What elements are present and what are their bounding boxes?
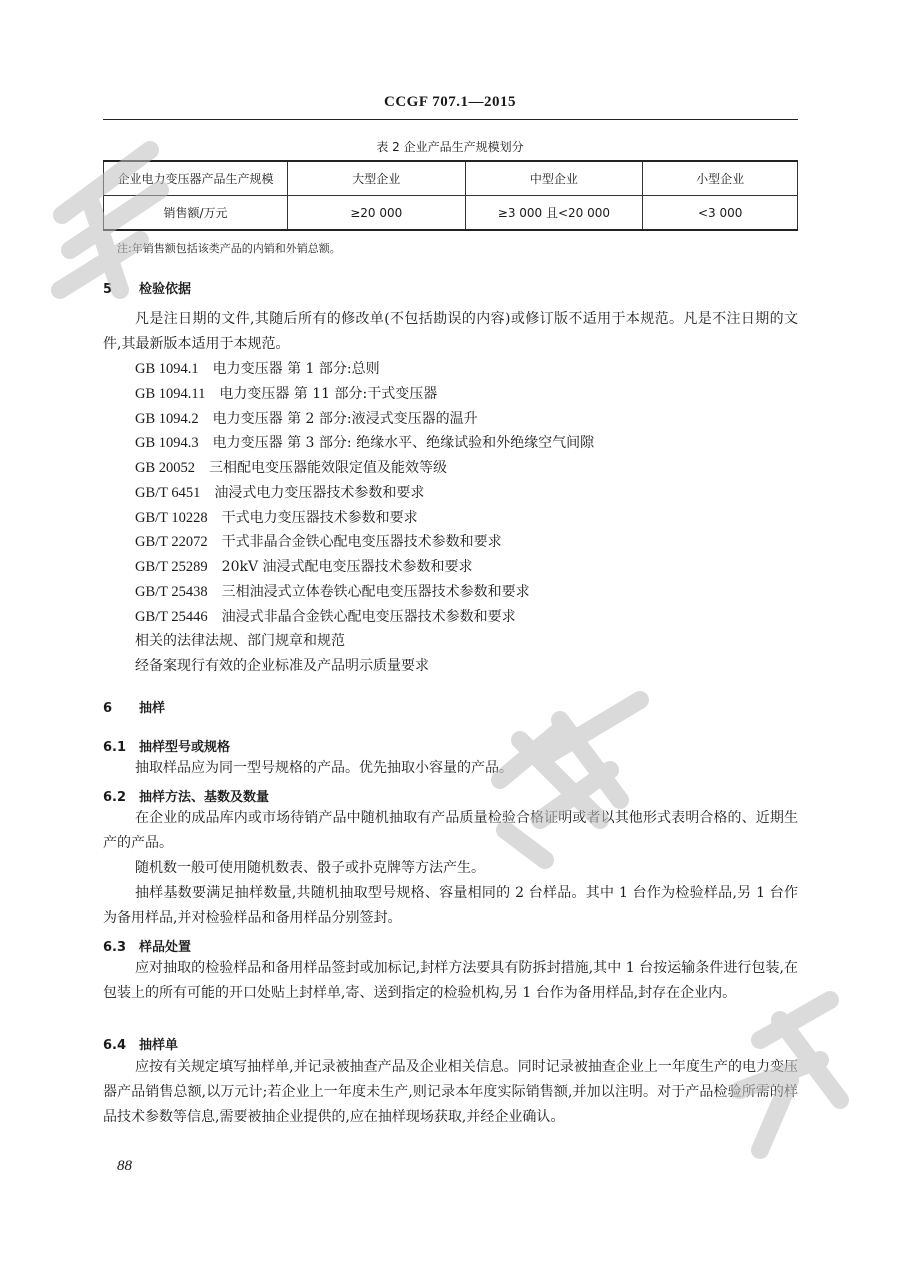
standard-title: 经备案现行有效的企业标准及产品明示质量要求 bbox=[135, 658, 429, 674]
section-title: 抽样 bbox=[139, 701, 166, 716]
list-item bbox=[135, 580, 594, 605]
section-6-heading bbox=[103, 697, 165, 716]
section-number: 6 bbox=[103, 701, 113, 716]
standard-code: GB 1094.11 bbox=[135, 385, 206, 402]
section-6-3-paragraph: 应对抽取的检验样品和备用样品签封或加标记,封样方法要具有防拆封措施,其中 1 台按运输条件进行包装,在包装上的所有可能的开口处贴上封样单,寄、送到指定的检验机构,另 1 台作为备用样品,封存在企业内。 bbox=[103, 960, 798, 1001]
table-cell: 小型企业 bbox=[643, 161, 798, 196]
section-number: 5 bbox=[103, 282, 113, 297]
list-item bbox=[135, 456, 594, 481]
list-item bbox=[135, 481, 594, 506]
standard-code: GB 20052 bbox=[135, 460, 196, 476]
standard-code: GB/T 25438 bbox=[135, 583, 208, 600]
list-item bbox=[135, 629, 594, 654]
table-cell: ≥3 000 且<20 000 bbox=[465, 196, 643, 231]
standard-code: GB/T 6451 bbox=[135, 484, 201, 501]
standard-title: 油浸式非晶合金铁心配电变压器技术参数和要求 bbox=[221, 608, 516, 625]
standard-title: 油浸式电力变压器技术参数和要求 bbox=[214, 484, 425, 501]
section-6-1-paragraph: 抽取样品应为同一型号规格的产品。优先抽取小容量的产品。 bbox=[135, 760, 513, 776]
page-number: 88 bbox=[117, 1158, 132, 1174]
list-item bbox=[135, 530, 594, 555]
table-cell: <3 000 bbox=[643, 196, 798, 231]
section-6-2-paragraph-2: 随机数一般可使用随机数表、骰子或扑克牌等方法产生。 bbox=[135, 860, 485, 876]
section-6-4-paragraph: 应按有关规定填写抽样单,并记录被抽查产品及企业相关信息。同时记录被抽查企业上一年度生产的电力变压器产品销售总额,以万元计;若企业上一年度未生产,则记录本年度实际销售额,并加以注明。对于产品检验所需的样品技术参数等信息,需要被抽企业提供的,应在抽样现场获取,并经企业确认。 bbox=[103, 1059, 798, 1125]
section-title: 抽样型号或规格 bbox=[139, 740, 231, 755]
section-5-intro: 凡是注日期的文件,其随后所有的修改单(不包括勘误的内容)或修订版不适用于本规范。凡是不注日期的文件,其最新版本适用于本规范。 bbox=[103, 311, 798, 352]
standard-code: GB/T 25446 bbox=[135, 608, 208, 625]
standard-code-header: CCGF 707.1—2015 bbox=[384, 94, 516, 110]
section-title: 检验依据 bbox=[139, 282, 192, 297]
table-cell: 中型企业 bbox=[465, 161, 643, 196]
section-6-3-heading bbox=[103, 936, 191, 955]
header-rule bbox=[103, 119, 798, 120]
section-number: 6.3 bbox=[103, 940, 127, 955]
table-row bbox=[104, 196, 798, 231]
section-number: 6.2 bbox=[103, 790, 127, 805]
list-item bbox=[135, 431, 594, 456]
section-title: 样品处置 bbox=[139, 940, 192, 955]
standard-title: 三相油浸式立体卷铁心配电变压器技术参数和要求 bbox=[221, 583, 530, 600]
standard-title: 干式非晶合金铁心配电变压器技术参数和要求 bbox=[221, 534, 502, 551]
section-6-2-heading bbox=[103, 786, 269, 805]
section-number: 6.4 bbox=[103, 1038, 127, 1053]
list-item bbox=[135, 605, 594, 630]
standard-title: 电力变压器 第 2 部分:液浸式变压器的温升 bbox=[212, 410, 478, 427]
standard-code: GB/T 10228 bbox=[135, 509, 208, 526]
table-cell: 企业电力变压器产品生产规模 bbox=[104, 161, 288, 196]
list-item bbox=[135, 654, 594, 679]
list-item bbox=[135, 506, 594, 531]
table-caption: 表 2 企业产品生产规模划分 bbox=[376, 140, 524, 154]
standard-title: 电力变压器 第 1 部分:总则 bbox=[212, 361, 380, 377]
section-number: 6.1 bbox=[103, 740, 127, 755]
standard-code: GB 1094.1 bbox=[135, 361, 199, 377]
table-cell: ≥20 000 bbox=[287, 196, 465, 231]
list-item bbox=[135, 357, 594, 382]
list-item bbox=[135, 555, 594, 580]
section-6-2-paragraph-3: 抽样基数要满足抽样数量,共随机抽取型号规格、容量相同的 2 台样品。其中 1 台作为检验样品,另 1 台作为备用样品,并对检验样品和备用样品分别签封。 bbox=[103, 885, 798, 926]
standard-title: 干式电力变压器技术参数和要求 bbox=[221, 509, 418, 526]
list-item bbox=[135, 407, 594, 432]
section-title: 抽样单 bbox=[139, 1038, 179, 1053]
table-cell: 大型企业 bbox=[287, 161, 465, 196]
section-6-2-paragraph-1: 在企业的成品库内或市场待销产品中随机抽取有产品质量检验合格证明或者以其他形式表明合格的、近期生产的产品。 bbox=[103, 810, 798, 851]
standard-title: 20kV 油浸式配电变压器技术参数和要求 bbox=[221, 559, 473, 575]
standard-code: GB 1094.2 bbox=[135, 410, 199, 427]
table-note: 注:年销售额包括该类产品的内销和外销总额。 bbox=[117, 242, 341, 255]
standard-title: 电力变压器 第 11 部分:干式变压器 bbox=[219, 385, 438, 402]
production-scale-table bbox=[103, 160, 798, 231]
standard-code: GB 1094.3 bbox=[135, 435, 199, 452]
table-cell: 销售额/万元 bbox=[104, 196, 288, 231]
standard-title: 相关的法律法规、部门规章和规范 bbox=[135, 633, 345, 650]
section-6-4-heading bbox=[103, 1034, 178, 1053]
standard-code: GB/T 22072 bbox=[135, 534, 208, 551]
table-header-row bbox=[104, 161, 798, 196]
standard-title: 三相配电变压器能效限定值及能效等级 bbox=[209, 460, 448, 476]
standard-code: GB/T 25289 bbox=[135, 559, 208, 575]
list-item bbox=[135, 382, 594, 407]
standard-title: 电力变压器 第 3 部分: 绝缘水平、绝缘试验和外绝缘空气间隙 bbox=[212, 435, 595, 452]
section-6-1-heading bbox=[103, 736, 230, 755]
normative-references-list bbox=[135, 357, 594, 679]
section-5-heading bbox=[103, 278, 191, 297]
section-title: 抽样方法、基数及数量 bbox=[139, 790, 270, 805]
